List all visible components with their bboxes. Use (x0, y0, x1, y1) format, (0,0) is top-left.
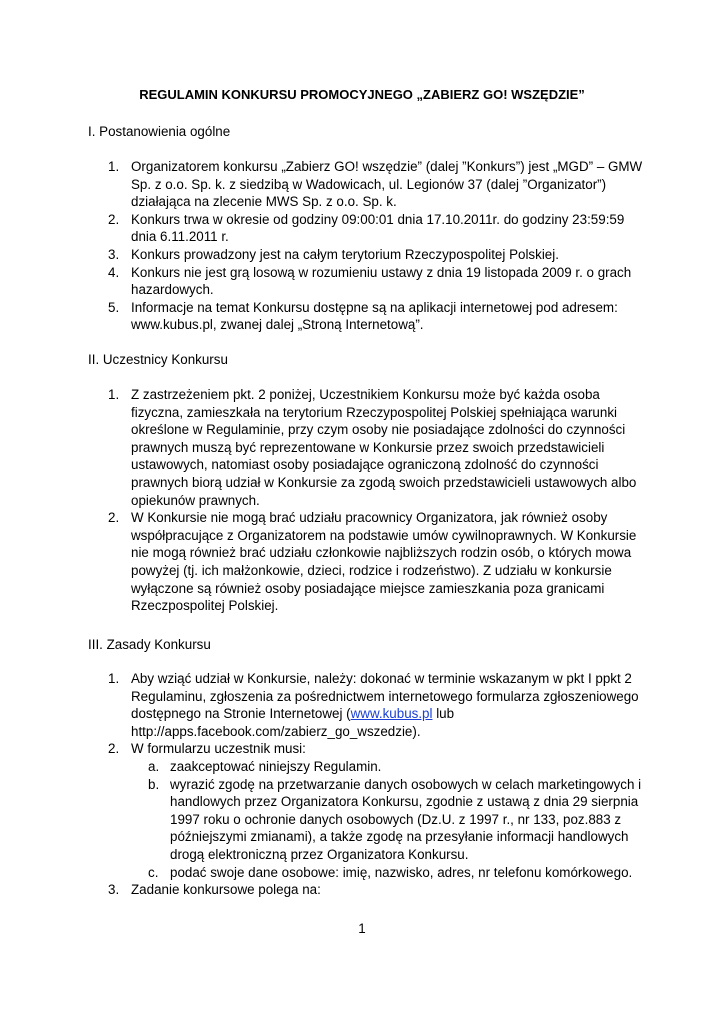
sub-list (148, 758, 651, 881)
item-text: Organizatorem konkursu „Zabierz GO! wszędzie” (dalej ”Konkurs”) jest „MGD” – GMW Sp. z o.o. Sp. k. z siedzibą w Wadowicach, ul. Legionów 37 (dalej ”Organizator”) działająca na zlecenie MWS Sp. z o.o. Sp. k. (131, 159, 643, 210)
list-item (108, 386, 651, 509)
list-item (108, 740, 651, 881)
list-item (108, 264, 651, 299)
item-text: Z zastrzeżeniem pkt. 2 poniżej, Uczestnikiem Konkursu może być każda osoba fizyczna, zamieszkała na terytorium Rzeczypospolitej Polskiej spełniająca warunki określone w Regulaminie, przy czym osoby nie posiadające zdolności do czynności prawnych muszą być reprezentowane w Konkursie przez swoich przedstawicieli ustawowych, natomiast osoby posiadające ograniczoną zdolność do czynności prawnych biorą udział w Konkursie za zgodą swoich przedstawicieli ustawowych albo opiekunów prawnych. (131, 387, 637, 508)
page-number: 1 (358, 921, 366, 936)
item-text: W formularzu uczestnik musi: (131, 741, 306, 757)
list-item (108, 670, 651, 740)
document-title: REGULAMIN KONKURSU PROMOCYJNEGO „ZABIERZ GO! WSZĘDZIE” (139, 87, 585, 102)
list-item (108, 881, 651, 899)
list-item (108, 509, 651, 615)
sub-list-item (148, 776, 651, 864)
item-text: Konkurs trwa w okresie od godziny 09:00:01 dnia 17.10.2011r. do godziny 23:59:59 dnia 6.11.2011 r. (131, 211, 625, 245)
item-number: 1. (108, 387, 120, 402)
item-text: W Konkursie nie mogą brać udziału pracownicy Organizatora, jak również osoby współpracujące z Organizatorem na podstawie umów cywilnoprawnych. W Konkursie nie mogą również brać udziału członkowie najbliższych rodzin osób, o których mowa powyżej (tj. ich małżonkowie, dzieci, rodzice i rodzeństwo). Z udziału w konkursie wyłączone są również osoby posiadające miejsce zamieszkania poza granicami Rzeczpospolitej Polskiej. (131, 510, 637, 614)
list-item (108, 299, 651, 334)
item-number: 3. (108, 246, 120, 262)
item-number: 2. (108, 741, 120, 757)
section-heading-2: II. Uczestnicy Konkursu (88, 352, 228, 367)
item-number: 5. (108, 299, 120, 315)
sub-item-text: podać swoje dane osobowe: imię, nazwisko, adres, nr telefonu komórkowego. (170, 864, 633, 880)
item-number: 4. (108, 264, 120, 280)
item-text: Konkurs nie jest grą losową w rozumieniu ustawy z dnia 19 listopada 2009 r. o grach hazardowych. (131, 264, 632, 298)
sub-item-letter: b. (148, 776, 160, 792)
sub-item-letter: c. (148, 864, 159, 880)
section-heading-1: I. Postanowienia ogólne (88, 124, 231, 139)
item-number: 2. (108, 211, 120, 227)
item-number: 1. (108, 671, 120, 686)
list-item (108, 158, 651, 211)
item-text-part: Aby wziąć udział w Konkursie, należy: dokonać w terminie wskazanym w pkt I ppkt 2 Regulaminu, zgłoszenia za pośrednictwem internetowego formularza zgłoszeniowego dostępnego na Stronie Internetowej ( (131, 671, 639, 722)
item-number: 1. (108, 159, 120, 174)
item-text: Zadanie konkursowe polega na: (131, 882, 321, 898)
item-text: Informacje na temat Konkursu dostępne są na aplikacji internetowej pod adresem: www.kubus.pl, zwanej dalej „Stroną Internetową”. (131, 299, 618, 333)
sub-list-item (148, 864, 651, 882)
item-text: Konkurs prowadzony jest na całym terytorium Rzeczypospolitej Polskiej. (131, 246, 559, 262)
sub-item-text: wyrazić zgodę na przetwarzanie danych osobowych w celach marketingowych i handlowych przez Organizatora Konkursu, zgodnie z ustawą z dnia 29 sierpnia 1997 roku o ochronie danych osobowych (Dz.U. z 1997 r., nr 133, poz.883 z późniejszymi zmianami), a także zgodę na przesyłanie informacji handlowych drogą elektroniczną przez Organizatora Konkursu. (170, 776, 642, 862)
item-text (131, 671, 639, 739)
kubus-link[interactable]: www.kubus.pl (350, 706, 433, 722)
sub-item-letter: a. (148, 758, 160, 774)
section-3-list (108, 670, 651, 899)
list-item (108, 246, 651, 264)
item-number: 3. (108, 882, 120, 898)
item-text-part: lub http://apps.facebook.com/zabierz_go_wszedzie). (131, 706, 455, 739)
list-item (108, 211, 651, 246)
sub-list-item (148, 758, 651, 776)
section-1-list (108, 158, 651, 334)
sub-item-text: zaakceptować niniejszy Regulamin. (170, 758, 382, 774)
section-2-list (108, 386, 651, 615)
item-number: 2. (108, 510, 120, 526)
section-heading-3: III. Zasady Konkursu (88, 637, 211, 652)
